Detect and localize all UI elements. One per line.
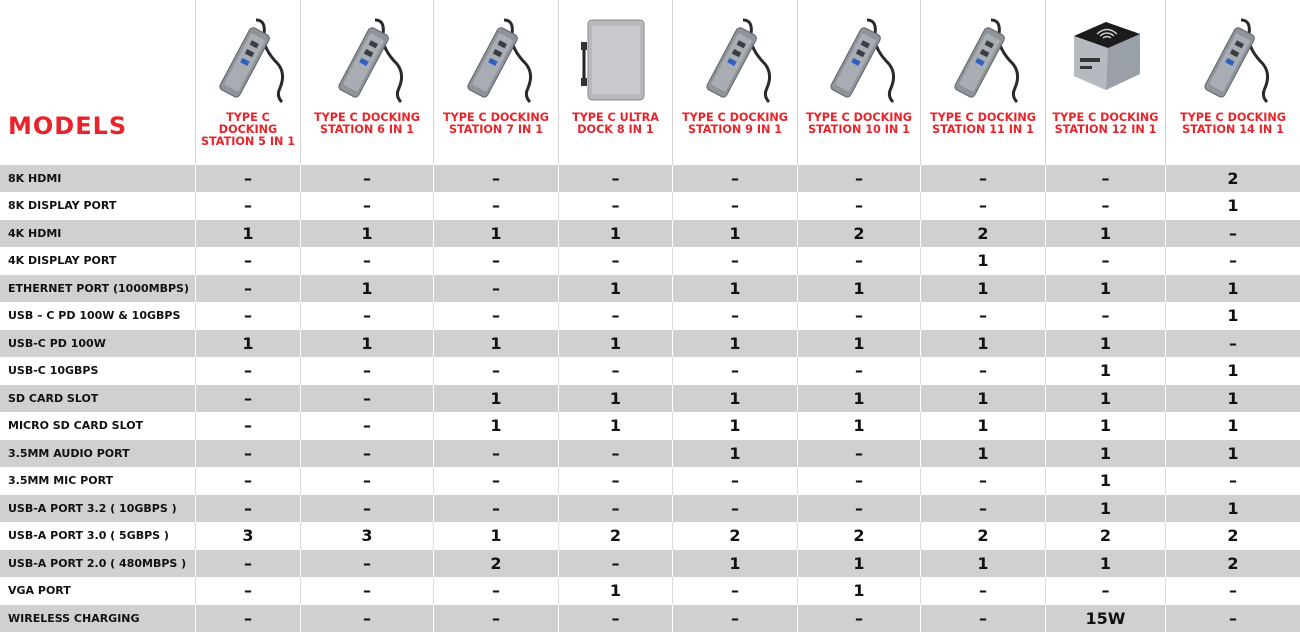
model-name [434,112,558,136]
table-cell: 1 [1045,330,1165,357]
model-name-line: STATION 6 IN 1 [319,123,415,136]
table-row [0,220,1300,247]
feature-label: SD CARD SLOT [8,391,99,405]
table-cell: – [300,440,433,467]
ultra-dock-image [576,14,656,106]
model-name [673,112,797,136]
table-cell: – [1045,302,1165,329]
table-cell: 1 [1165,385,1300,412]
table-cell: 2 [920,220,1045,247]
table-cell: – [195,192,300,219]
table-cell: 1 [195,330,300,357]
table-cell: – [672,467,797,494]
table-cell: – [920,357,1045,384]
table-cell: – [558,467,672,494]
table-cell: – [1045,165,1165,192]
table-cell: 1 [1165,275,1300,302]
feature-label: USB-C 10GBPS [8,364,99,378]
table-cell: – [920,192,1045,219]
model-column-header [300,0,433,165]
model-name-line: STATION 10 IN 1 [808,123,910,136]
model-name [196,112,300,148]
table-cell: – [195,357,300,384]
table-cell: 1 [1165,357,1300,384]
table-cell: – [558,192,672,219]
table-cell: 1 [920,247,1045,274]
table-cell: – [433,605,558,632]
model-name [1166,112,1300,136]
table-cell: 1 [558,275,672,302]
model-name [1046,112,1165,136]
table-cell: 1 [1045,275,1165,302]
model-name-line: TYPE C DOCKING [218,111,278,136]
table-cell: 1 [797,385,920,412]
table-cell: – [433,577,558,604]
model-name [301,112,433,136]
table-cell: – [797,467,920,494]
table-cell: – [195,275,300,302]
table-cell: – [558,550,672,577]
table-cell: – [300,247,433,274]
table-cell: – [797,440,920,467]
table-cell: – [195,302,300,329]
model-name-line: STATION 11 IN 1 [932,123,1034,136]
table-cell: 1 [672,275,797,302]
model-column-header [797,0,920,165]
model-name [921,112,1045,136]
table-cell: – [558,247,672,274]
table-cell: – [558,357,672,384]
table-row [0,550,1300,577]
table-cell: – [195,467,300,494]
table-cell: – [433,275,558,302]
model-name [559,112,672,136]
feature-label: VGA PORT [8,584,71,598]
table-cell: 1 [672,220,797,247]
table-cell: – [1045,577,1165,604]
table-cell: 2 [797,522,920,549]
table-cell: 1 [672,330,797,357]
model-name-line: STATION 12 IN 1 [1054,123,1157,136]
table-cell: 1 [797,275,920,302]
table-cell: 1 [1165,495,1300,522]
table-cell: 1 [1165,192,1300,219]
table-cell: – [433,192,558,219]
table-cell: 2 [558,522,672,549]
model-name-line: TYPE C DOCKING [806,111,912,124]
table-cell: – [1165,247,1300,274]
model-name-line: TYPE C DOCKING [682,111,788,124]
table-cell: – [300,357,433,384]
table-cell: – [920,495,1045,522]
table-cell: – [797,192,920,219]
table-cell: 3 [300,522,433,549]
table-cell: – [433,302,558,329]
table-cell: 1 [1045,412,1165,439]
usb-c-hub-image [943,14,1023,106]
table-cell: – [672,605,797,632]
feature-label: MICRO SD CARD SLOT [8,419,144,433]
table-row [0,440,1300,467]
table-cell: 1 [920,275,1045,302]
model-name [798,112,920,136]
usb-c-hub-image [695,14,775,106]
table-cell: – [1045,192,1165,219]
table-cell: – [672,165,797,192]
table-cell: – [1045,247,1165,274]
table-row [0,605,1300,632]
table-cell: 2 [920,522,1045,549]
table-cell: 1 [300,275,433,302]
table-cell: – [195,495,300,522]
feature-label: 3.5MM AUDIO PORT [8,446,130,460]
table-cell: 1 [1045,220,1165,247]
table-cell: – [920,165,1045,192]
table-cell: 1 [433,330,558,357]
table-cell: – [1165,330,1300,357]
table-cell: 1 [920,550,1045,577]
table-cell: 1 [558,385,672,412]
table-cell: – [195,605,300,632]
table-cell: 1 [1045,385,1165,412]
table-cell: 2 [1045,522,1165,549]
table-header [0,0,1300,165]
table-row [0,302,1300,329]
wireless-charging-dock-image [1066,14,1146,106]
table-cell: 1 [558,577,672,604]
table-cell: 2 [797,220,920,247]
table-cell: – [300,165,433,192]
table-cell: – [797,302,920,329]
feature-label: USB-A PORT 3.0 ( 5GBPS ) [8,529,169,543]
table-cell: – [195,385,300,412]
table-cell: 1 [920,412,1045,439]
table-cell: – [300,412,433,439]
table-cell: 15W [1045,605,1165,632]
table-row [0,412,1300,439]
table-cell: – [672,247,797,274]
table-cell: – [433,440,558,467]
table-row [0,330,1300,357]
table-row [0,495,1300,522]
table-cell: 1 [195,220,300,247]
table-cell: – [920,577,1045,604]
comparison-table-body [0,165,1300,632]
usb-c-hub-image [327,14,407,106]
table-row [0,357,1300,384]
feature-label: ETHERNET PORT (1000MBPS) [8,281,189,295]
table-cell: 1 [1165,440,1300,467]
model-name-line: STATION 14 IN 1 [1182,123,1284,136]
table-cell: – [1165,605,1300,632]
feature-label: 4K HDMI [8,226,62,240]
feature-label: 3.5MM MIC PORT [8,474,114,488]
table-cell: – [797,605,920,632]
model-name-line: STATION 9 IN 1 [687,123,783,136]
table-cell: 2 [1165,522,1300,549]
usb-c-hub-image [819,14,899,106]
table-cell: – [797,165,920,192]
table-cell: – [195,577,300,604]
table-row [0,522,1300,549]
table-cell: 1 [433,385,558,412]
table-cell: – [558,302,672,329]
table-cell: 1 [1165,302,1300,329]
table-cell: 1 [433,412,558,439]
table-cell: – [300,467,433,494]
table-row [0,247,1300,274]
table-cell: 2 [1165,550,1300,577]
table-cell: – [433,467,558,494]
table-cell: 1 [1165,412,1300,439]
model-name-line: TYPE C DOCKING [314,111,420,124]
table-cell: 1 [920,330,1045,357]
table-cell: – [300,495,433,522]
model-column-header [195,0,300,165]
table-cell: – [797,495,920,522]
table-cell: 2 [433,550,558,577]
model-name-line: TYPE C DOCKING [930,111,1036,124]
model-column-header [433,0,558,165]
table-cell: – [672,577,797,604]
table-row [0,467,1300,494]
usb-c-hub-image [208,14,288,106]
table-cell: 1 [1045,495,1165,522]
table-cell: 3 [195,522,300,549]
model-column-header [1165,0,1300,165]
table-cell: – [672,192,797,219]
table-cell: 1 [672,550,797,577]
table-cell: – [797,247,920,274]
table-cell: – [433,165,558,192]
table-cell: 1 [797,577,920,604]
feature-label: 4K DISPLAY PORT [8,254,117,268]
table-cell: 1 [558,330,672,357]
table-row [0,577,1300,604]
model-name-line: TYPE C DOCKING [1180,111,1286,124]
table-cell: 1 [558,412,672,439]
model-name-line: TYPE C DOCKING [1052,111,1159,124]
feature-label: USB-A PORT 2.0 ( 480MBPS ) [8,556,187,570]
table-cell: – [920,302,1045,329]
models-title: MODELS [8,112,128,140]
model-column-header [920,0,1045,165]
table-cell: 1 [558,220,672,247]
table-cell: – [1165,577,1300,604]
table-cell: – [797,357,920,384]
model-column-header [558,0,672,165]
table-cell: – [195,165,300,192]
table-cell: 2 [1165,165,1300,192]
model-column-header [672,0,797,165]
table-cell: 1 [300,220,433,247]
table-cell: – [195,412,300,439]
feature-label: 8K DISPLAY PORT [8,199,117,213]
table-cell: 1 [672,440,797,467]
table-cell: 1 [672,412,797,439]
table-cell: – [300,577,433,604]
table-cell: 1 [920,440,1045,467]
feature-label: USB-C PD 100W [8,336,106,350]
table-cell: 1 [797,550,920,577]
table-cell: – [300,550,433,577]
table-cell: – [558,495,672,522]
table-cell: 1 [1045,550,1165,577]
table-cell: – [1165,467,1300,494]
table-cell: – [558,605,672,632]
table-cell: 1 [300,330,433,357]
feature-label: USB – C PD 100W & 10GBPS [8,309,181,323]
table-cell: – [920,605,1045,632]
model-name-line: TYPE C DOCKING [443,111,549,124]
table-cell: 1 [797,330,920,357]
table-cell: 1 [1045,440,1165,467]
model-name-line: STATION 5 IN 1 [200,135,296,148]
table-cell: 1 [1045,467,1165,494]
feature-label: 8K HDMI [8,172,62,185]
table-cell: – [672,302,797,329]
table-cell: 1 [797,412,920,439]
table-cell: 1 [672,385,797,412]
table-cell: – [1165,220,1300,247]
table-cell: 1 [1045,357,1165,384]
table-cell: – [558,165,672,192]
table-cell: 1 [433,220,558,247]
table-cell: – [195,440,300,467]
model-name-line: DOCK 8 IN 1 [577,123,654,136]
table-row [0,165,1300,192]
usb-c-hub-image [1193,14,1273,106]
table-row [0,192,1300,219]
table-row [0,275,1300,302]
table-cell: – [300,605,433,632]
table-cell: – [433,357,558,384]
usb-c-hub-image [456,14,536,106]
feature-label: USB-A PORT 3.2 ( 10GBPS ) [8,501,177,515]
feature-label: WIRELESS CHARGING [8,611,140,625]
model-name-line: STATION 7 IN 1 [448,123,544,136]
table-cell: – [433,495,558,522]
table-cell: – [300,302,433,329]
model-name-line: TYPE C ULTRA [572,111,659,124]
table-cell: – [195,247,300,274]
table-cell: – [300,192,433,219]
table-cell: – [300,385,433,412]
table-cell: 1 [433,522,558,549]
table-cell: 2 [672,522,797,549]
table-cell: – [672,357,797,384]
model-column-header [1045,0,1165,165]
table-cell: – [920,467,1045,494]
table-cell: – [433,247,558,274]
table-cell: 1 [920,385,1045,412]
table-row [0,385,1300,412]
table-cell: – [558,440,672,467]
table-cell: – [195,550,300,577]
table-cell: – [672,495,797,522]
